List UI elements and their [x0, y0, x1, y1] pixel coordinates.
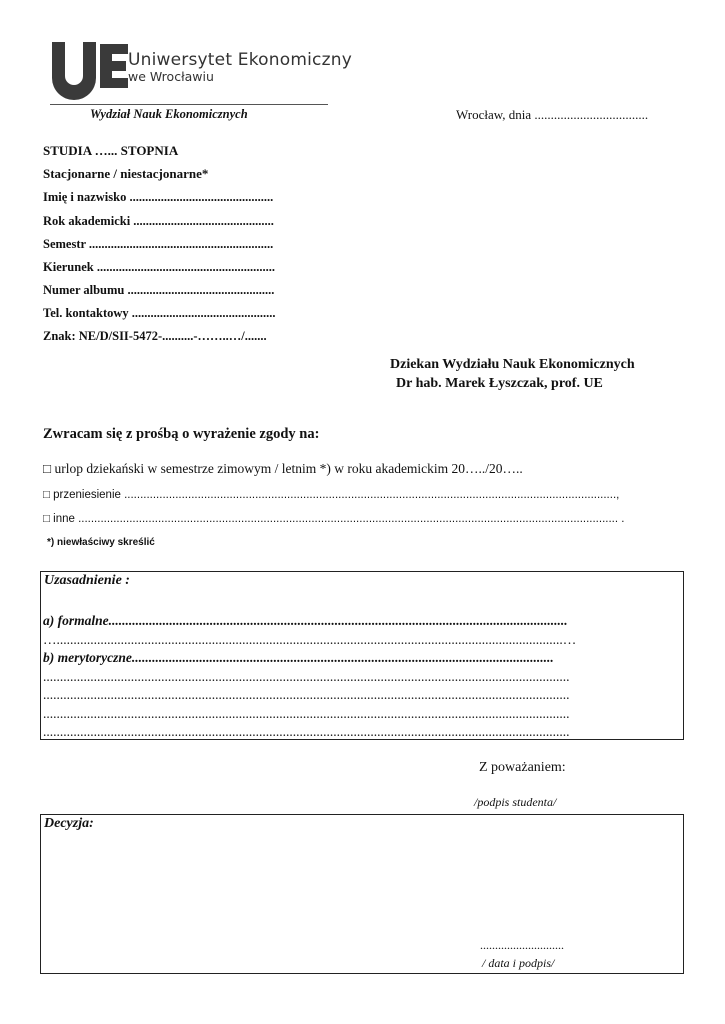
justification-title: Uzasadnienie : — [44, 573, 130, 588]
substantive-line — [43, 650, 554, 666]
reference-field: Znak: NE/D/SII-5472-..........-……..…/....... — [43, 329, 267, 343]
substantive-line-text: b) merytoryczne............................................................................................................................. — [43, 650, 554, 665]
date-signature-label: / data i podpis/ — [482, 956, 555, 970]
formal-continuation-line: …......................................................................................................................................................… — [43, 632, 577, 647]
regards: Z poważaniem: — [479, 760, 566, 775]
footnote: *) niewłaściwy skreślić — [47, 537, 155, 548]
major-field: Kierunek ......................................................... — [43, 260, 275, 274]
name-field — [43, 190, 273, 205]
logo-name-line2: we Wrocławiu — [128, 69, 214, 84]
semester-field: Semestr ........................................................... — [43, 237, 274, 251]
phone-field: Tel. kontaktowy .............................................. — [43, 306, 276, 320]
name-field-text: Imię i nazwisko .............................................. — [43, 190, 274, 204]
place-date: Wrocław, dnia ................................... — [456, 107, 649, 122]
decision-title: Decyzja: — [44, 816, 94, 831]
blank-line: ............................................................................................................................................................ — [43, 724, 570, 739]
option-other: □ inne ......................................................................................................................................................................... . — [43, 513, 625, 525]
blank-line: ............................................................................................................................................................ — [43, 687, 570, 702]
study-level-field: STUDIA …... STOPNIA — [43, 143, 179, 158]
academic-year-field: Rok akademicki ............................................. — [43, 214, 274, 228]
study-mode-field: Stacjonarne / niestacjonarne* — [43, 166, 209, 181]
header-rule — [50, 104, 328, 105]
blank-line: ............................................................................................................................................................ — [43, 669, 570, 684]
request-heading: Zwracam się z prośbą o wyrażenie zgody na: — [43, 426, 320, 442]
formal-line-text: a) formalne........................................................................................................................................ — [43, 613, 568, 628]
option-transfer: □ przeniesienie .........................................................................................................................................................., — [43, 489, 620, 501]
ue-logo-icon — [50, 40, 130, 100]
album-number-field: Numer albumu ............................................... — [43, 283, 275, 297]
logo-name-line1: Uniwersytet Ekonomiczny — [128, 50, 352, 70]
decision-signature-dots: ............................ — [480, 938, 564, 952]
addressee-title: Dziekan Wydziału Nauk Ekonomicznych — [390, 357, 635, 372]
student-signature-label: /podpis studenta/ — [474, 795, 557, 809]
decision-box — [40, 814, 684, 974]
blank-line: ............................................................................................................................................................ — [43, 706, 570, 721]
faculty-name: Wydział Nauk Ekonomicznych — [90, 107, 248, 121]
formal-line — [43, 613, 568, 629]
addressee-name: Dr hab. Marek Łyszczak, prof. UE — [396, 376, 603, 391]
option-dean-leave: □ urlop dziekański w semestrze zimowym / letnim *) w roku akademickim 20…../20….. — [43, 461, 523, 476]
